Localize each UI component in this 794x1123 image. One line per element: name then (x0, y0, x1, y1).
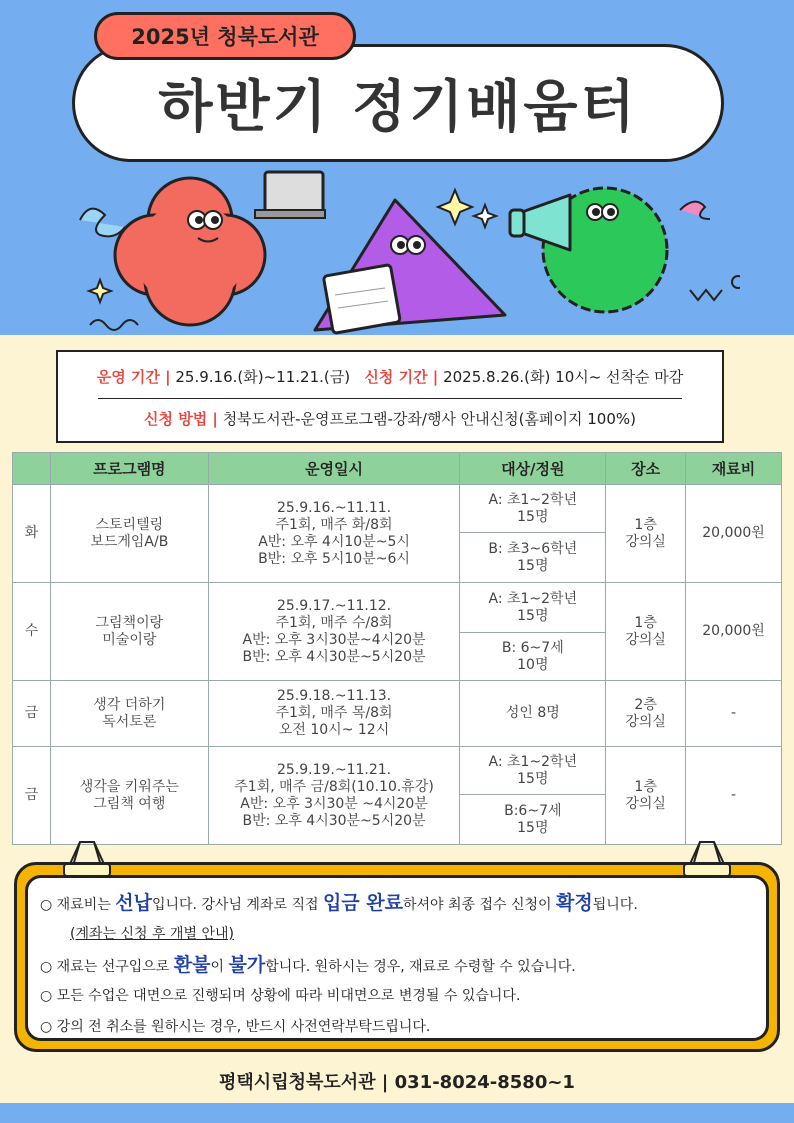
table-row (13, 681, 782, 747)
header-day (13, 453, 51, 485)
header-program-name: 프로그램명 (50, 453, 208, 485)
schedule-cell: 25.9.19.~11.21. 주1회, 매주 금/8회(10.10.휴강) A반: 오후 3시30분 ~4시20분 B반: 오후 4시30분~5시20분 (208, 747, 460, 845)
schedule-cell: 25.9.17.~11.12. 주1회, 매주 수/8회 A반: 오후 3시30분~4시20분 B반: 오후 4시30분~5시20분 (208, 583, 460, 681)
program-table (12, 452, 782, 845)
fee-cell: 20,000원 (686, 485, 782, 583)
squiggle-icon (80, 209, 125, 237)
emphasis-text: 입금 완료 (322, 892, 403, 914)
header-fee: 재료비 (686, 453, 782, 485)
notice-text: 하셔야 최종 접수 신청이 (402, 897, 557, 913)
character-illustration (60, 150, 740, 350)
fee-cell: - (686, 747, 782, 845)
table-row (13, 747, 782, 795)
ring-icon (732, 276, 740, 288)
sparkle-icon (474, 205, 496, 227)
table-row (13, 583, 782, 633)
info-box (56, 350, 724, 443)
period-label: 운영 기간 | (96, 368, 171, 386)
notice-box (14, 862, 780, 1052)
footer-contact: 평택시립청북도서관 | 031-8024-8580~1 (219, 1072, 575, 1093)
target-cell: B:6~7세 15명 (460, 795, 606, 845)
notice-inperson-line: ○ 모든 수업은 대면으로 진행되며 상황에 따라 비대면으로 변경될 수 있습니다. (40, 988, 521, 1004)
notice-text: 합니다. 원하시는 경우, 재료로 수령할 수 있습니다. (265, 959, 576, 975)
program-name-cell: 그림책이랑 미술이랑 (50, 583, 208, 681)
day-cell: 금 (13, 681, 51, 747)
binder-clip-icon (60, 838, 114, 878)
emphasis-text: 확정 (556, 892, 593, 914)
sparkle-icon (438, 190, 472, 224)
notice-content (25, 875, 769, 1041)
day-cell: 금 (13, 747, 51, 845)
emphasis-text: 선납 (115, 892, 152, 914)
notice-text: 이 (210, 959, 229, 975)
notice-account-line (40, 919, 754, 950)
day-cell: 화 (13, 485, 51, 583)
header-schedule: 운영일시 (208, 453, 460, 485)
target-cell: B: 초3~6학년 15명 (460, 533, 606, 583)
notice-refund-line (40, 950, 754, 981)
program-name-cell: 생각 더하기 독서토론 (50, 681, 208, 747)
notice-text: ○ 재료비는 (40, 897, 116, 913)
place-cell: 2층 강의실 (606, 681, 686, 747)
target-cell: A: 초1~2학년 15명 (460, 485, 606, 533)
schedule-cell: 25.9.16.~11.11. 주1회, 매주 화/8회 A반: 오후 4시10분~5시 B반: 오후 5시10분~6시 (208, 485, 460, 583)
wave-icon (90, 320, 138, 330)
apply-label: 신청 기간 | (364, 368, 439, 386)
notice-text: 입니다. 강사님 계좌로 직접 (151, 897, 323, 913)
library-year-badge: 2025년 청북도서관 (94, 12, 356, 60)
notice-subtext: (계좌는 신청 후 개별 안내) (70, 926, 234, 942)
header-target: 대상/정원 (460, 453, 606, 485)
fee-cell: 20,000원 (686, 583, 782, 681)
period-row (58, 366, 722, 387)
header-place: 장소 (606, 453, 686, 485)
sparkle-icon (89, 280, 111, 302)
apply-value: 2025.8.26.(화) 10시~ 선착순 마감 (443, 368, 684, 386)
table-row (13, 485, 782, 533)
page-title: 하반기 정기배움터 (72, 44, 724, 162)
fee-cell: - (686, 681, 782, 747)
ribbon-icon (680, 202, 710, 219)
target-cell: 성인 8명 (460, 681, 606, 747)
target-cell: A: 초1~2학년 15명 (460, 747, 606, 795)
method-row (58, 408, 722, 429)
table-header-row (13, 453, 782, 485)
notice-text: ○ 재료는 선구입으로 (40, 959, 174, 975)
divider (98, 398, 682, 399)
program-name-cell: 스토리텔링 보드게임A/B (50, 485, 208, 583)
bottom-bar (0, 1103, 794, 1123)
notice-cancel-line: ○ 강의 전 취소를 원하시는 경우, 반드시 사전연락부탁드립니다. (40, 1019, 431, 1035)
place-cell: 1층 강의실 (606, 583, 686, 681)
day-cell: 수 (13, 583, 51, 681)
place-cell: 1층 강의실 (606, 485, 686, 583)
emphasis-text: 환불 (173, 954, 211, 976)
schedule-cell: 25.9.18.~11.13. 주1회, 매주 목/8회 오전 10시~ 12시 (208, 681, 460, 747)
method-label: 신청 방법 | (144, 410, 218, 428)
notice-fee-line (40, 888, 754, 919)
program-name-cell: 생각을 키워주는 그림책 여행 (50, 747, 208, 845)
notice-text: 됩니다. (592, 897, 638, 913)
method-value: 청북도서관-운영프로그램-강좌/행사 안내신청(홈페이지 100%) (222, 410, 636, 428)
target-cell: A: 초1~2학년 15명 (460, 583, 606, 633)
purple-triangle-character-icon (315, 200, 505, 333)
emphasis-text: 불가 (228, 954, 266, 976)
binder-clip-icon (680, 838, 734, 878)
target-cell: B: 6~7세 10명 (460, 633, 606, 681)
red-cloud-character-icon (115, 172, 325, 325)
place-cell: 1층 강의실 (606, 747, 686, 845)
green-spiky-character-icon (510, 188, 667, 312)
zigzag-icon (690, 290, 722, 300)
period-value: 25.9.16.(화)~11.21.(금) (175, 368, 351, 386)
